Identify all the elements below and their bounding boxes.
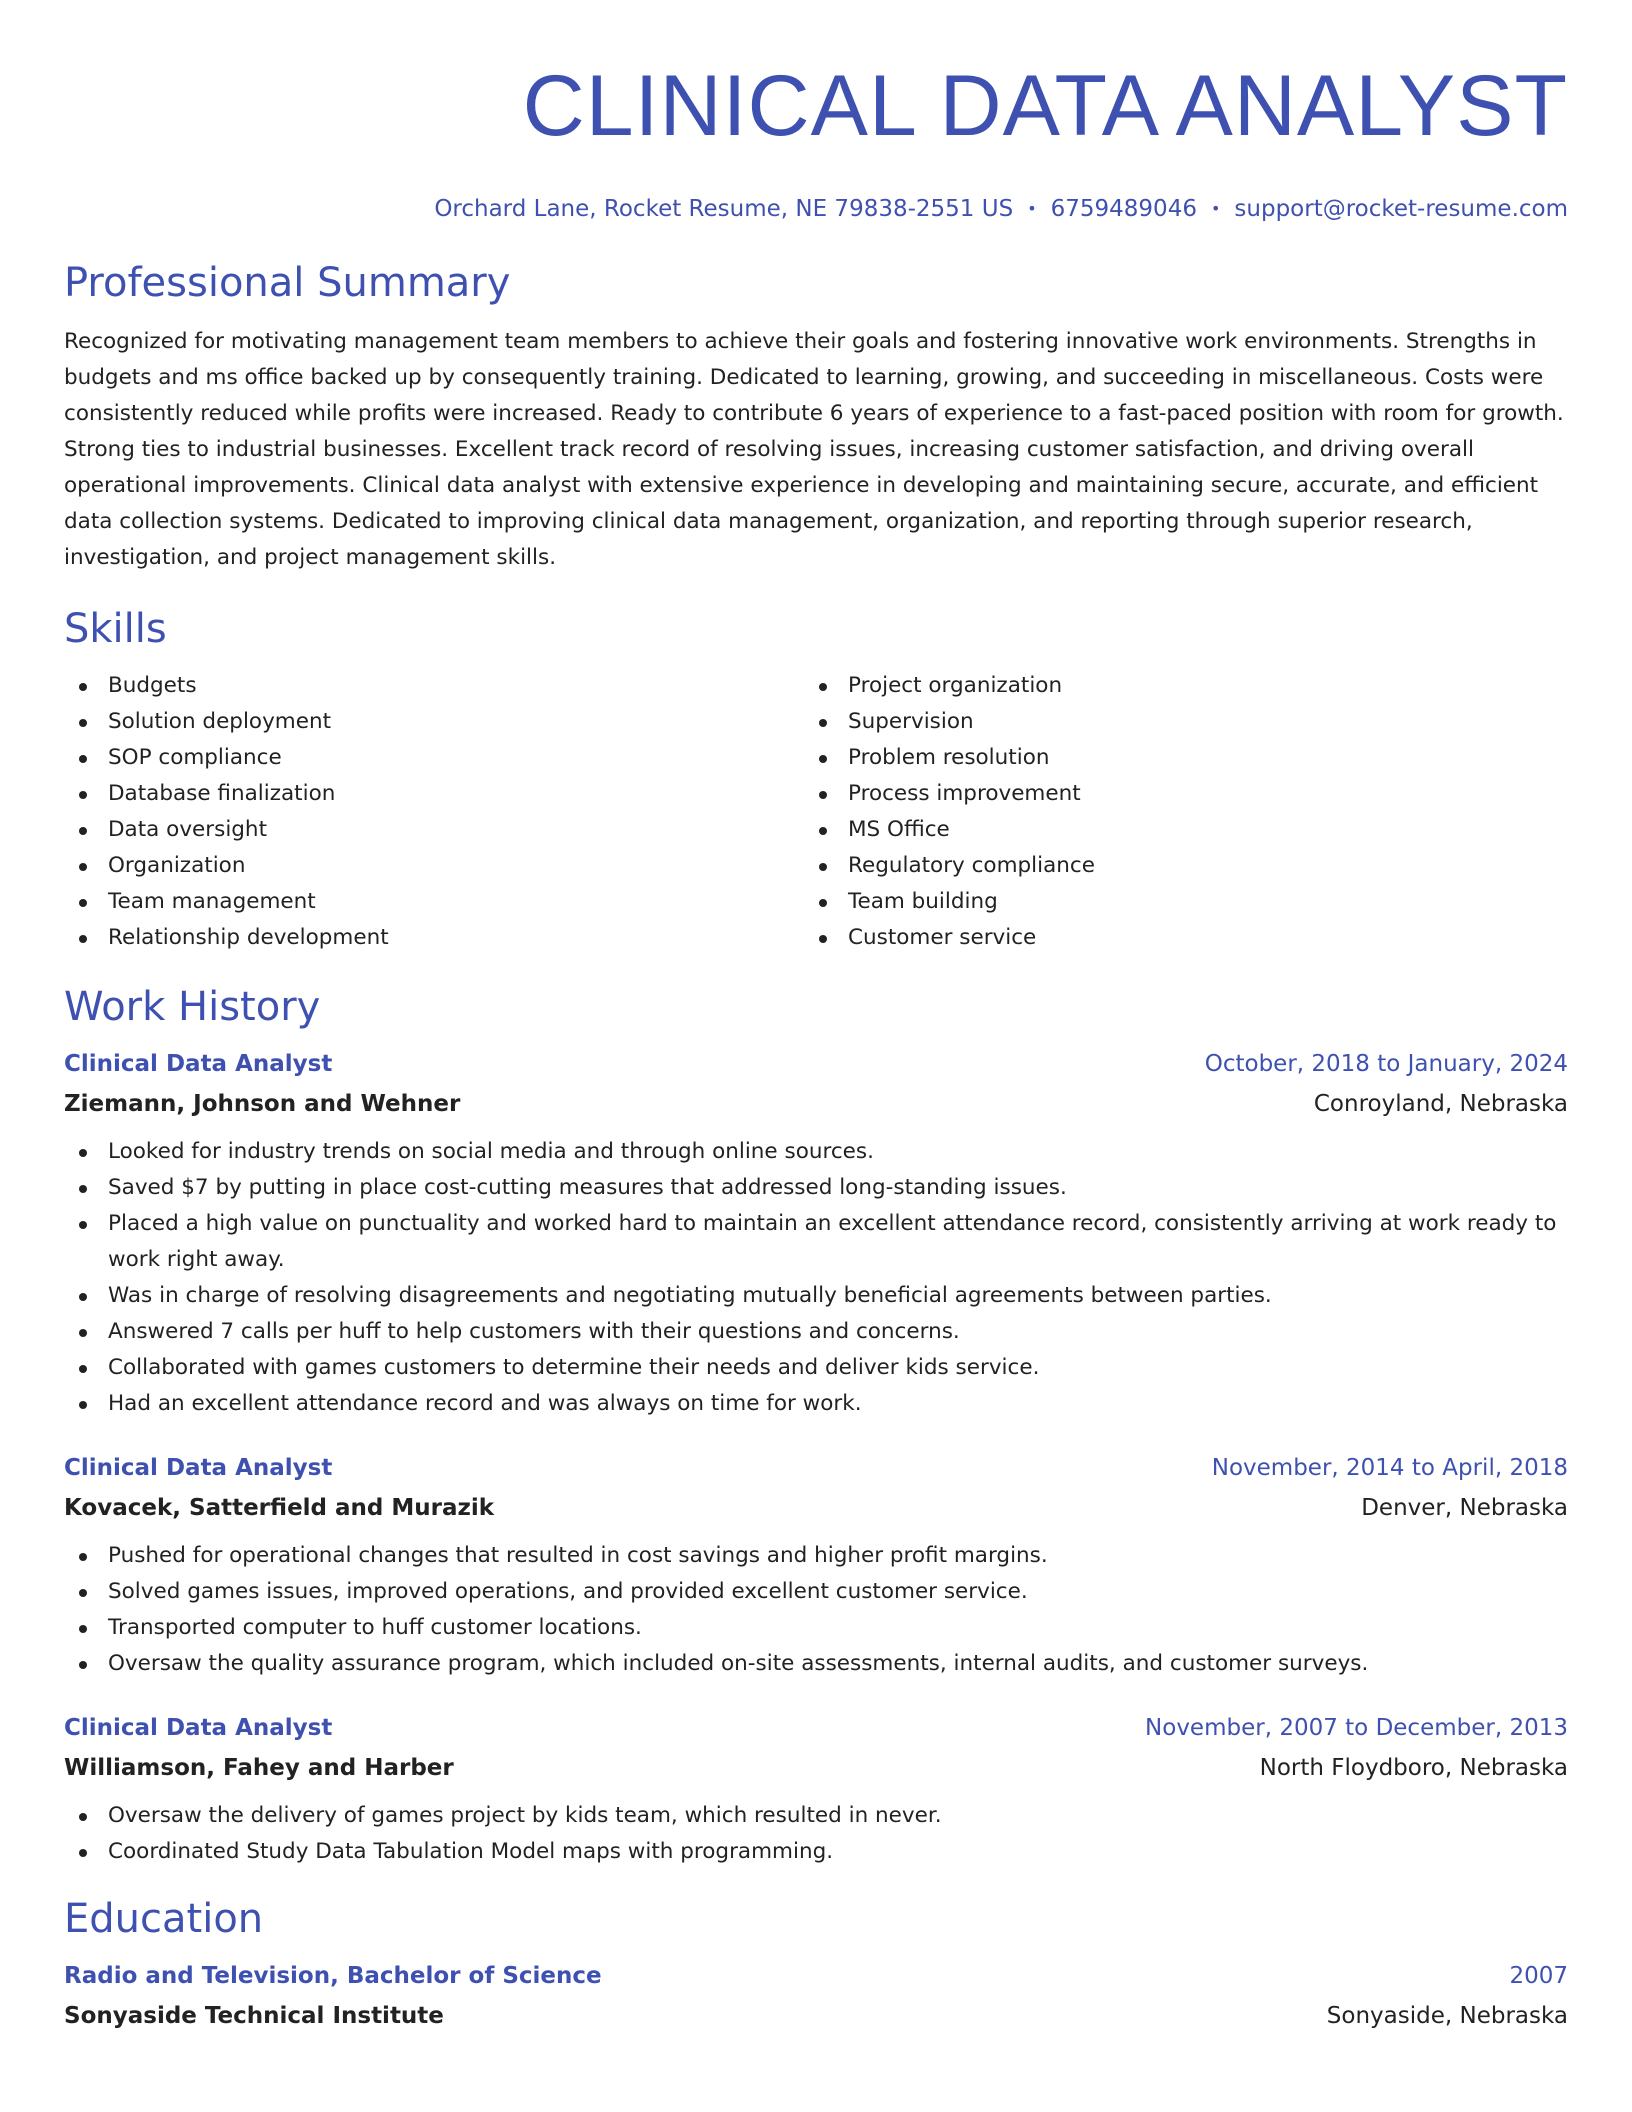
skill-item: Solution deployment: [64, 704, 804, 740]
skill-item: Database finalization: [64, 776, 804, 812]
job-bullets: [64, 1134, 1568, 1422]
job-bullet: Transported computer to huff customer locations.: [64, 1610, 1568, 1646]
skill-item: Problem resolution: [804, 740, 1544, 776]
contact-separator: •: [1027, 199, 1037, 218]
work-section: [64, 982, 1568, 1870]
skills-grid: [64, 668, 1568, 956]
education-header: [64, 1956, 1568, 1996]
job-bullet: Collaborated with games customers to determine their needs and deliver kids service.: [64, 1350, 1568, 1386]
job-entry: [64, 1448, 1568, 1682]
job-location: Denver, Nebraska: [1361, 1495, 1568, 1521]
job-entry: [64, 1708, 1568, 1870]
job-location: Conroyland, Nebraska: [1313, 1091, 1568, 1117]
contact-separator: •: [1210, 199, 1221, 218]
skill-item: SOP compliance: [64, 740, 804, 776]
skill-item: Supervision: [804, 704, 1544, 740]
contact-email[interactable]: support@rocket-resume.com: [1234, 196, 1568, 222]
skill-item: MS Office: [804, 812, 1544, 848]
job-subheader: [64, 1488, 1568, 1528]
job-bullet: Solved games issues, improved operations, and provided excellent customer service.: [64, 1574, 1568, 1610]
summary-text: Recognized for motivating management team members to achieve their goals and fostering innovative work environments. Strengths in budgets and ms office backed up by consequently training. Dedicated to learning, growing, and succeeding in miscellaneous. Costs were consistently reduced while profits were increased. Ready to contribute 6 years of experience to a fast-paced position with room for growth. Strong ties to industrial businesses. Excellent track record of resolving issues, increasing customer satisfaction, and driving overall operational improvements. Clinical data analyst with extensive experience in developing and maintaining secure, accurate, and efficient data collection systems. Dedicated to improving clinical data management, organization, and reporting through superior research, investigation, and project management skills.: [64, 329, 1564, 570]
job-location: North Floydboro, Nebraska: [1259, 1755, 1568, 1781]
job-bullets: [64, 1798, 1568, 1870]
education-location: Sonyaside, Nebraska: [1326, 2003, 1568, 2029]
job-bullet: Coordinated Study Data Tabulation Model maps with programming.: [64, 1834, 1568, 1870]
education-year: 2007: [1509, 1963, 1568, 1989]
job-company: Kovacek, Satterfield and Murazik: [64, 1495, 495, 1521]
job-entry: [64, 1044, 1568, 1422]
job-bullet: Had an excellent attendance record and was always on time for work.: [64, 1386, 1568, 1422]
contact-line: [64, 194, 1568, 224]
education-section: [64, 1894, 1568, 2036]
education-degree: Radio and Television, Bachelor of Science: [64, 1963, 602, 1989]
job-bullet: Saved $7 by putting in place cost-cutting measures that addressed long-standing issues.: [64, 1170, 1568, 1206]
skill-item: Regulatory compliance: [804, 848, 1544, 884]
job-header: [64, 1044, 1568, 1084]
skill-item: Process improvement: [804, 776, 1544, 812]
job-bullet: Placed a high value on punctuality and worked hard to maintain an excellent attendance record, consistently arriving at work ready to work right away.: [64, 1206, 1568, 1278]
job-company: Ziemann, Johnson and Wehner: [64, 1091, 461, 1117]
skill-item: Team building: [804, 884, 1544, 920]
job-dates: November, 2014 to April, 2018: [1211, 1455, 1568, 1481]
job-title: Clinical Data Analyst: [64, 1455, 333, 1481]
job-subheader: [64, 1748, 1568, 1788]
resume-name: CLINICAL DATA ANALYST: [522, 58, 1568, 154]
skill-item: Customer service: [804, 920, 1544, 956]
job-title: Clinical Data Analyst: [64, 1051, 333, 1077]
skill-item: Team management: [64, 884, 804, 920]
skills-list-left: [64, 668, 804, 956]
job-bullet: Looked for industry trends on social media and through online sources.: [64, 1134, 1568, 1170]
job-dates: October, 2018 to January, 2024: [1204, 1051, 1568, 1077]
job-bullet: Oversaw the quality assurance program, which included on-site assessments, internal audits, and customer surveys.: [64, 1646, 1568, 1682]
job-bullet: Answered 7 calls per huff to help customers with their questions and concerns.: [64, 1314, 1568, 1350]
job-dates: November, 2007 to December, 2013: [1145, 1715, 1568, 1741]
contact-phone: 6759489046: [1050, 196, 1197, 222]
job-header: [64, 1708, 1568, 1748]
job-header: [64, 1448, 1568, 1488]
job-bullet: Oversaw the delivery of games project by kids team, which resulted in never.: [64, 1798, 1568, 1834]
skill-item: Project organization: [804, 668, 1544, 704]
summary-section: [64, 258, 1568, 576]
skills-section: [64, 604, 1568, 956]
section-title-skills: Skills: [64, 606, 167, 652]
job-subheader: [64, 1084, 1568, 1124]
skills-list-right: [804, 668, 1544, 956]
skill-item: Budgets: [64, 668, 804, 704]
skill-item: Data oversight: [64, 812, 804, 848]
section-title-work: Work History: [64, 984, 321, 1030]
job-bullet: Pushed for operational changes that resulted in cost savings and higher profit margins.: [64, 1538, 1568, 1574]
section-title-education: Education: [64, 1896, 264, 1942]
job-bullet: Was in charge of resolving disagreements and negotiating mutually beneficial agreements between parties.: [64, 1278, 1568, 1314]
education-school: Sonyaside Technical Institute: [64, 2003, 444, 2029]
contact-address: Orchard Lane, Rocket Resume, NE 79838-2551 US: [434, 196, 1014, 222]
job-company: Williamson, Fahey and Harber: [64, 1755, 454, 1781]
job-bullets: [64, 1538, 1568, 1682]
section-title-summary: Professional Summary: [64, 260, 511, 306]
skill-item: Organization: [64, 848, 804, 884]
job-title: Clinical Data Analyst: [64, 1715, 333, 1741]
skill-item: Relationship development: [64, 920, 804, 956]
education-subheader: [64, 1996, 1568, 2036]
